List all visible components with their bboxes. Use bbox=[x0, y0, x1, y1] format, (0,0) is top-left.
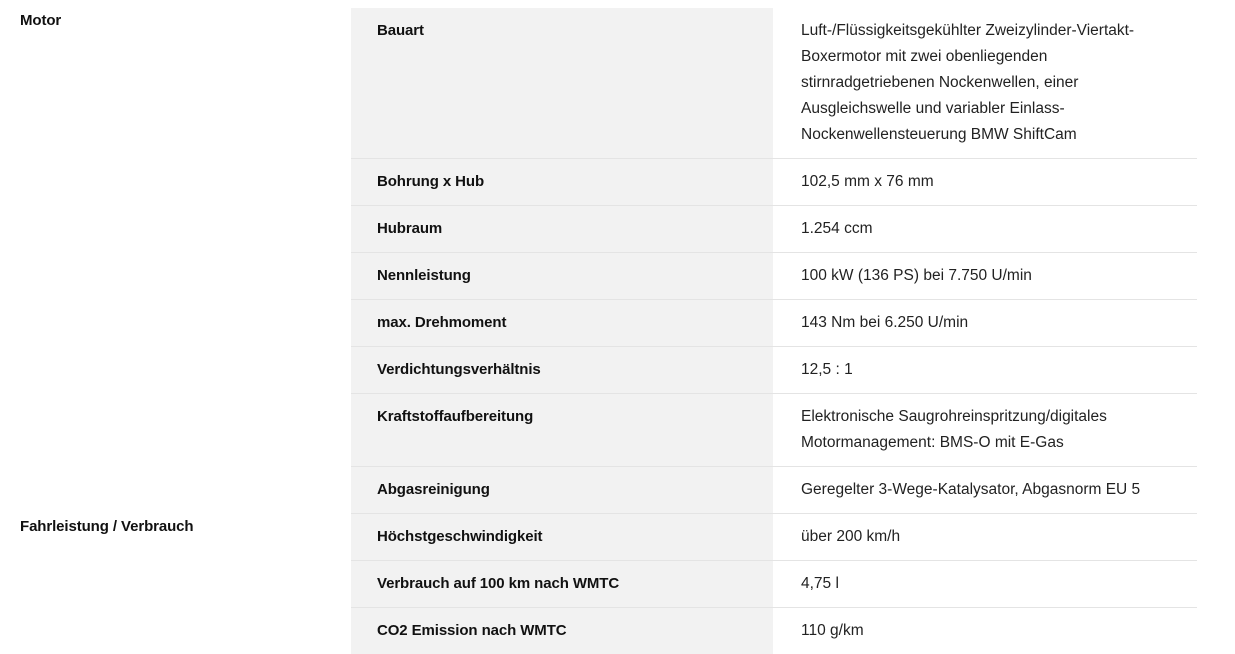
spec-value: 143 Nm bei 6.250 U/min bbox=[774, 300, 1197, 346]
spec-row-hoechstgeschwindigkeit bbox=[351, 513, 1197, 560]
spec-label: max. Drehmoment bbox=[351, 300, 773, 346]
spec-label: Verdichtungsverhältnis bbox=[351, 347, 773, 393]
spec-row-co2 bbox=[351, 607, 1197, 654]
spec-value: 12,5 : 1 bbox=[774, 347, 1197, 393]
spec-label: Verbrauch auf 100 km nach WMTC bbox=[351, 561, 773, 607]
spec-row-kraftstoff bbox=[351, 393, 1197, 466]
spec-label: CO2 Emission nach WMTC bbox=[351, 608, 773, 654]
spec-value: Geregelter 3-Wege-Katalysator, Abgasnorm EU 5 bbox=[774, 467, 1197, 513]
spec-label: Höchstgeschwindigkeit bbox=[351, 514, 773, 560]
spec-row-verbrauch bbox=[351, 560, 1197, 607]
spec-value: 102,5 mm x 76 mm bbox=[774, 159, 1197, 205]
spec-table bbox=[351, 8, 1197, 654]
spec-row-abgas bbox=[351, 466, 1197, 513]
spec-value: 100 kW (136 PS) bei 7.750 U/min bbox=[774, 253, 1197, 299]
spec-value: 110 g/km bbox=[774, 608, 1197, 654]
spec-value: 1.254 ccm bbox=[774, 206, 1197, 252]
spec-row-bauart bbox=[351, 8, 1197, 158]
spec-label: Nennleistung bbox=[351, 253, 773, 299]
spec-row-hubraum bbox=[351, 205, 1197, 252]
spec-value: 4,75 l bbox=[774, 561, 1197, 607]
spec-row-bohrung-hub bbox=[351, 158, 1197, 205]
spec-row-drehmoment bbox=[351, 299, 1197, 346]
spec-row-nennleistung bbox=[351, 252, 1197, 299]
spec-row-verdichtung bbox=[351, 346, 1197, 393]
spec-value: Elektronische Saugrohreinspritzung/digitales Motormanagement: BMS-O mit E-Gas bbox=[774, 394, 1197, 466]
spec-label: Hubraum bbox=[351, 206, 773, 252]
spec-label: Bohrung x Hub bbox=[351, 159, 773, 205]
spec-value: über 200 km/h bbox=[774, 514, 1197, 560]
spec-label: Bauart bbox=[351, 8, 773, 158]
spec-value: Luft-/Flüssigkeitsgekühlter Zweizylinder-Viertakt-Boxermotor mit zwei obenliegenden stirnradgetriebenen Nockenwellen, einer Ausgleichswelle und variabler Einlass-Nockenwellensteuerung BMW ShiftCam bbox=[774, 8, 1197, 158]
spec-label: Kraftstoffaufbereitung bbox=[351, 394, 773, 466]
section-heading-motor: Motor bbox=[20, 12, 62, 29]
section-heading-performance: Fahrleistung / Verbrauch bbox=[20, 518, 194, 535]
spec-label: Abgasreinigung bbox=[351, 467, 773, 513]
